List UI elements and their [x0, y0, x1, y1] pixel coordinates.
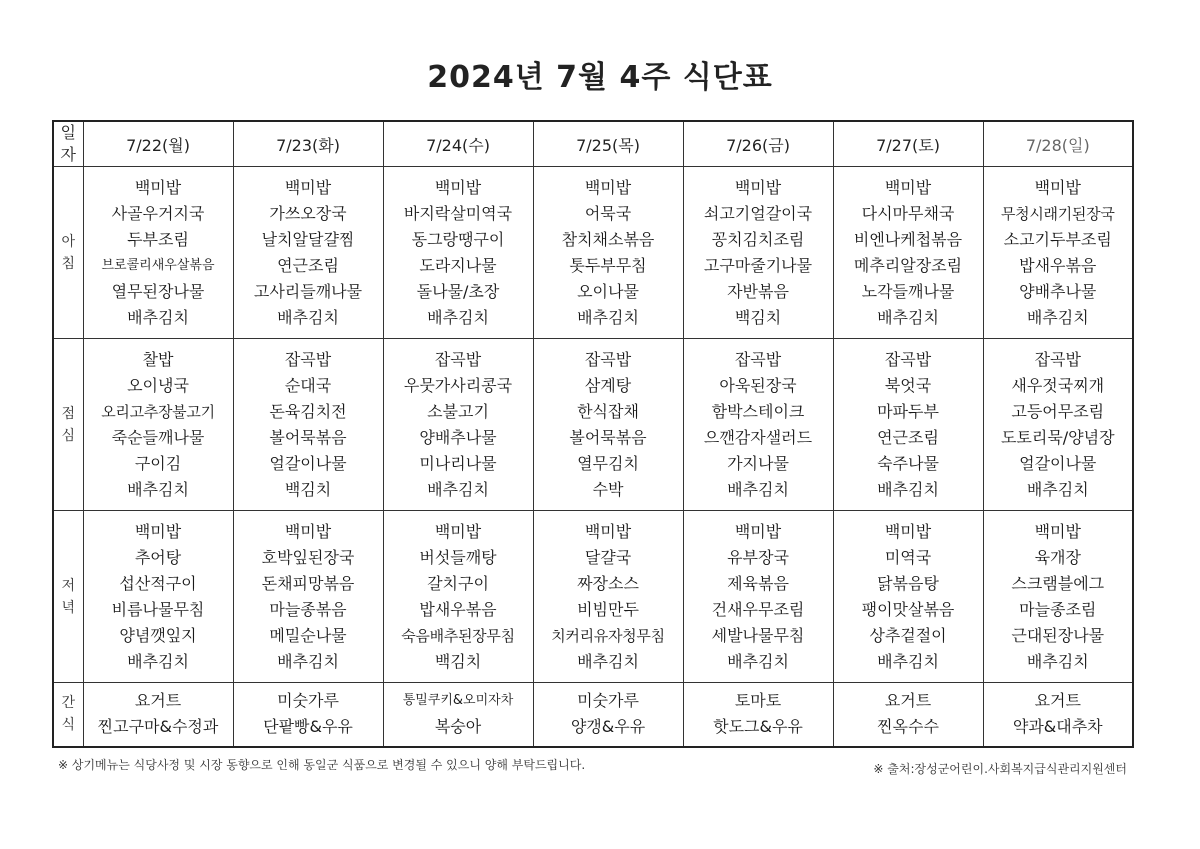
menu-item: 치커리유자청무침: [551, 626, 665, 645]
menu-item: 요거트: [1034, 691, 1081, 711]
menu-item: 날치알달걀찜: [261, 229, 355, 249]
menu-item: 달걀국: [584, 547, 632, 567]
menu-item: 비엔나케첩볶음: [853, 229, 963, 249]
menu-item-list: [834, 688, 983, 740]
menu-item: 새우젓국찌개: [1011, 375, 1105, 395]
menu-item: 순대국: [284, 375, 332, 395]
menu-item: 근대된장나물: [1011, 625, 1105, 645]
menu-item: 마늘종볶음: [269, 599, 347, 619]
menu-item: 팽이맛살볶음: [861, 599, 955, 619]
menu-item: 배추김치: [727, 651, 789, 671]
menu-item: 배추김치: [877, 651, 939, 671]
menu-item: 백미밥: [584, 177, 632, 197]
menu-item: 돈채피망볶음: [261, 573, 355, 593]
menu-item: 소불고기: [427, 401, 489, 421]
meal-label-char: 점: [61, 405, 76, 422]
menu-item-list: [984, 519, 1133, 675]
breakfast-label-cell: [53, 167, 83, 339]
menu-item: 단팥빵&우유: [263, 717, 353, 737]
menu-item: 잡곡밥: [584, 349, 632, 369]
menu-item-list: [384, 688, 533, 740]
menu-item: 백미밥: [734, 521, 782, 541]
lunch-day-cell: [533, 339, 683, 511]
menu-item: 삼계탕: [584, 375, 632, 395]
menu-item: 상추겉절이: [869, 625, 947, 645]
menu-item: 버섯들깨탕: [419, 547, 497, 567]
menu-item: 오이냉국: [127, 375, 189, 395]
day-header-tue: 7/23(화): [233, 121, 383, 167]
meal-label-char: 심: [61, 427, 76, 444]
day-header-mon: 7/22(월): [83, 121, 233, 167]
dinner-day-cell: [383, 511, 533, 683]
menu-item: 세발나물무침: [711, 625, 805, 645]
menu-item: 잡곡밥: [434, 349, 482, 369]
menu-item: 양념깻잎지: [119, 625, 197, 645]
menu-item-list: [234, 347, 383, 503]
menu-item: 사골우거지국: [111, 203, 205, 223]
meal-label-char: 아: [61, 233, 76, 250]
menu-item: 찐고구마&수정과: [97, 717, 219, 737]
menu-item: 두부조림: [127, 229, 189, 249]
menu-item: 배추김치: [277, 651, 339, 671]
menu-item: 잡곡밥: [884, 349, 932, 369]
menu-item: 비빔만두: [577, 599, 639, 619]
menu-item: 아욱된장국: [719, 375, 797, 395]
menu-item: 미역국: [884, 547, 932, 567]
menu-item: 배추김치: [877, 307, 939, 327]
menu-item: 볼어묵볶음: [269, 427, 347, 447]
menu-item: 짜장소스: [577, 573, 639, 593]
menu-item: 찰밥: [142, 349, 174, 369]
menu-item: 참치채소볶음: [561, 229, 655, 249]
menu-item: 백김치: [434, 651, 482, 671]
menu-item: 으깬감자샐러드: [703, 427, 813, 447]
menu-item: 한식잡채: [577, 401, 639, 421]
menu-item: 백미밥: [884, 521, 932, 541]
dinner-label-cell: [53, 511, 83, 683]
menu-item: 미나리나물: [419, 453, 497, 473]
day-header-sun: 7/28(일): [983, 121, 1133, 167]
menu-item: 바지락살미역국: [403, 203, 513, 223]
snack-day-cell: [833, 683, 983, 747]
menu-item: 백미밥: [134, 177, 182, 197]
menu-item-list: [834, 519, 983, 675]
breakfast-day-cell: [833, 167, 983, 339]
day-header-thu: 7/25(목): [533, 121, 683, 167]
menu-item: 고구마줄기나물: [703, 255, 813, 275]
menu-item: 숙주나물: [877, 453, 939, 473]
dinner-day-cell: [983, 511, 1133, 683]
menu-item: 마파두부: [877, 401, 939, 421]
menu-item: 섭산적구이: [119, 573, 197, 593]
breakfast-day-cell: [83, 167, 233, 339]
meal-label-char: 저: [61, 577, 76, 594]
menu-item-list: [534, 347, 683, 503]
lunch-day-cell: [383, 339, 533, 511]
menu-item-list: [684, 688, 833, 740]
menu-item-list: [534, 688, 683, 740]
menu-item: 찐옥수수: [877, 717, 939, 737]
menu-item: 백미밥: [284, 521, 332, 541]
menu-item: 꽁치김치조림: [711, 229, 805, 249]
menu-item-list: [234, 688, 383, 740]
day-header-sat: 7/27(토): [833, 121, 983, 167]
menu-item-list: [834, 347, 983, 503]
menu-item: 양배추나물: [419, 427, 497, 447]
lunch-day-cell: [233, 339, 383, 511]
lunch-day-cell: [83, 339, 233, 511]
menu-item-list: [384, 347, 533, 503]
menu-item: 백김치: [284, 479, 332, 499]
menu-item: 연근조림: [277, 255, 339, 275]
menu-item: 양갱&우유: [570, 717, 646, 737]
menu-item-list: [684, 519, 833, 675]
lunch-day-cell: [683, 339, 833, 511]
menu-item: 가쓰오장국: [269, 203, 347, 223]
menu-item-list: [84, 519, 233, 675]
menu-item: 육개장: [1034, 547, 1081, 567]
menu-item: 돈육김치전: [269, 401, 347, 421]
menu-item: 비름나물무침: [111, 599, 205, 619]
menu-item: 함박스테이크: [711, 401, 805, 421]
menu-item: 요거트: [134, 691, 182, 711]
menu-item: 잡곡밥: [284, 349, 332, 369]
menu-item: 구이김: [134, 453, 182, 473]
menu-item-list: [384, 519, 533, 675]
menu-item: 배추김치: [577, 651, 639, 671]
meal-label-char: 간: [61, 695, 76, 712]
menu-item: 오리고추장불고기: [101, 402, 215, 421]
source-credit: ※ 출처:장성군어린이.사회복지급식관리지원센터: [873, 762, 1127, 776]
menu-item-list: [984, 175, 1133, 331]
dinner-day-cell: [233, 511, 383, 683]
menu-item: 백미밥: [1034, 177, 1081, 197]
lunch-day-cell: [833, 339, 983, 511]
breakfast-day-cell: [383, 167, 533, 339]
dinner-day-cell: [833, 511, 983, 683]
menu-item: 백미밥: [584, 521, 632, 541]
menu-item: 수박: [592, 479, 624, 499]
date-label-char: 자: [60, 145, 76, 164]
menu-item: 노각들깨나물: [861, 281, 955, 301]
menu-item: 무청시래기된장국: [1000, 204, 1115, 223]
menu-item-list: [534, 519, 683, 675]
dinner-day-cell: [83, 511, 233, 683]
menu-item: 숙음배추된장무침: [401, 626, 515, 645]
menu-item: 고등어무조림: [1011, 401, 1105, 421]
menu-item: 얼갈이나물: [269, 453, 347, 473]
menu-item: 자반볶음: [727, 281, 789, 301]
menu-item-list: [84, 688, 233, 740]
menu-item: 핫도그&우유: [713, 717, 803, 737]
menu-item: 백미밥: [434, 521, 482, 541]
menu-item: 백미밥: [284, 177, 332, 197]
page-title: 2024년 7월 4주 식단표: [427, 60, 773, 95]
dinner-row: [53, 511, 1133, 683]
menu-item: 미숫가루: [577, 691, 639, 711]
menu-item: 배추김치: [1026, 479, 1089, 499]
snack-day-cell: [533, 683, 683, 747]
menu-item: 백김치: [734, 307, 782, 327]
menu-item-list: [684, 347, 833, 503]
menu-item: 제육볶음: [727, 573, 789, 593]
menu-item-list: [984, 688, 1133, 740]
menu-item: 연근조림: [877, 427, 939, 447]
menu-item: 동그랑땡구이: [411, 229, 505, 249]
breakfast-row: [53, 167, 1133, 339]
menu-item: 도토리묵/양념장: [1000, 427, 1115, 447]
menu-item-list: [84, 175, 233, 331]
breakfast-day-cell: [683, 167, 833, 339]
menu-item: 밥새우볶음: [1019, 255, 1097, 275]
snack-day-cell: [83, 683, 233, 747]
snack-label-cell: [53, 683, 83, 747]
lunch-day-cell: [983, 339, 1133, 511]
day-header-fri: 7/26(금): [683, 121, 833, 167]
menu-item: 백미밥: [434, 177, 482, 197]
menu-item: 복숭아: [434, 717, 482, 737]
day-header-wed: 7/24(수): [383, 121, 533, 167]
breakfast-day-cell: [533, 167, 683, 339]
menu-item: 열무김치: [577, 453, 639, 473]
menu-item: 열무된장나물: [111, 281, 205, 301]
menu-item: 배추김치: [277, 307, 339, 327]
menu-item: 어묵국: [584, 203, 632, 223]
menu-item: 유부장국: [727, 547, 789, 567]
breakfast-day-cell: [983, 167, 1133, 339]
menu-item: 양배추나물: [1019, 281, 1097, 301]
menu-item: 가지나물: [727, 453, 789, 473]
menu-item: 죽순들깨나물: [111, 427, 205, 447]
menu-item-list: [984, 347, 1133, 503]
menu-item: 배추김치: [877, 479, 939, 499]
menu-item: 약과&대추차: [1012, 717, 1103, 737]
date-label-char: 일: [60, 123, 76, 142]
menu-item: 잡곡밥: [1034, 349, 1081, 369]
menu-item: 배추김치: [127, 479, 189, 499]
menu-item: 쇠고기얼갈이국: [703, 203, 813, 223]
menu-item: 스크램블에그: [1011, 573, 1105, 593]
menu-item: 추어탕: [134, 547, 182, 567]
snack-row: [53, 683, 1133, 747]
menu-item: 볼어묵볶음: [569, 427, 647, 447]
lunch-label-cell: [53, 339, 83, 511]
date-header-row: [53, 121, 1133, 167]
snack-day-cell: [233, 683, 383, 747]
date-label-cell: [53, 121, 83, 167]
menu-item: 백미밥: [134, 521, 182, 541]
menu-item: 얼갈이나물: [1019, 453, 1097, 473]
snack-day-cell: [983, 683, 1133, 747]
menu-item-list: [234, 519, 383, 675]
menu-item: 배추김치: [427, 479, 489, 499]
meal-label-char: 식: [61, 717, 76, 734]
menu-item: 메밀순나물: [269, 625, 347, 645]
menu-item: 브로콜리새우살볶음: [101, 257, 215, 273]
menu-item: 갈치구이: [427, 573, 489, 593]
menu-item: 배추김치: [727, 479, 789, 499]
menu-item: 오이나물: [577, 281, 639, 301]
menu-item: 마늘종조림: [1019, 599, 1097, 619]
menu-item: 잡곡밥: [734, 349, 782, 369]
menu-item: 배추김치: [1026, 651, 1089, 671]
menu-item-list: [84, 347, 233, 503]
menu-change-notice: ※ 상기메뉴는 식당사정 및 시장 동향으로 인해 동일군 식품으로 변경될 수 있으니 양해 부탁드립니다.: [58, 758, 586, 772]
menu-item: 배추김치: [1026, 307, 1089, 327]
menu-item: 고사리들깨나물: [253, 281, 363, 301]
menu-item: 도라지나물: [419, 255, 497, 275]
menu-item: 배추김치: [577, 307, 639, 327]
menu-item: 미숫가루: [277, 691, 339, 711]
menu-item: 북엇국: [884, 375, 932, 395]
menu-item: 건새우무조림: [711, 599, 805, 619]
menu-item: 닭볶음탕: [877, 573, 939, 593]
dinner-day-cell: [533, 511, 683, 683]
menu-item: 소고기두부조림: [1003, 229, 1112, 249]
menu-item: 백미밥: [734, 177, 782, 197]
menu-item: 메추리알장조림: [853, 255, 963, 275]
menu-item: 배추김치: [127, 307, 189, 327]
menu-item: 배추김치: [427, 307, 489, 327]
menu-item: 통밀쿠키&오미자차: [402, 693, 514, 709]
menu-item-list: [534, 175, 683, 331]
menu-item: 우뭇가사리콩국: [403, 375, 513, 395]
meal-label-char: 침: [61, 255, 76, 272]
menu-item-list: [684, 175, 833, 331]
menu-item: 톳두부무침: [569, 255, 647, 275]
menu-item-list: [384, 175, 533, 331]
dinner-day-cell: [683, 511, 833, 683]
menu-item: 밥새우볶음: [419, 599, 497, 619]
menu-item: 돌나물/초장: [416, 281, 500, 301]
menu-item: 다시마무채국: [861, 203, 955, 223]
menu-item: 토마토: [734, 691, 782, 711]
menu-item: 요거트: [884, 691, 932, 711]
menu-item: 백미밥: [884, 177, 932, 197]
menu-item: 배추김치: [127, 651, 189, 671]
meal-label-char: 녁: [61, 599, 76, 616]
menu-item-list: [834, 175, 983, 331]
menu-item-list: [234, 175, 383, 331]
snack-day-cell: [683, 683, 833, 747]
lunch-row: [53, 339, 1133, 511]
snack-day-cell: [383, 683, 533, 747]
menu-item: 호박잎된장국: [261, 547, 355, 567]
menu-item: 백미밥: [1034, 521, 1081, 541]
meal-plan-table: [52, 120, 1134, 748]
breakfast-day-cell: [233, 167, 383, 339]
